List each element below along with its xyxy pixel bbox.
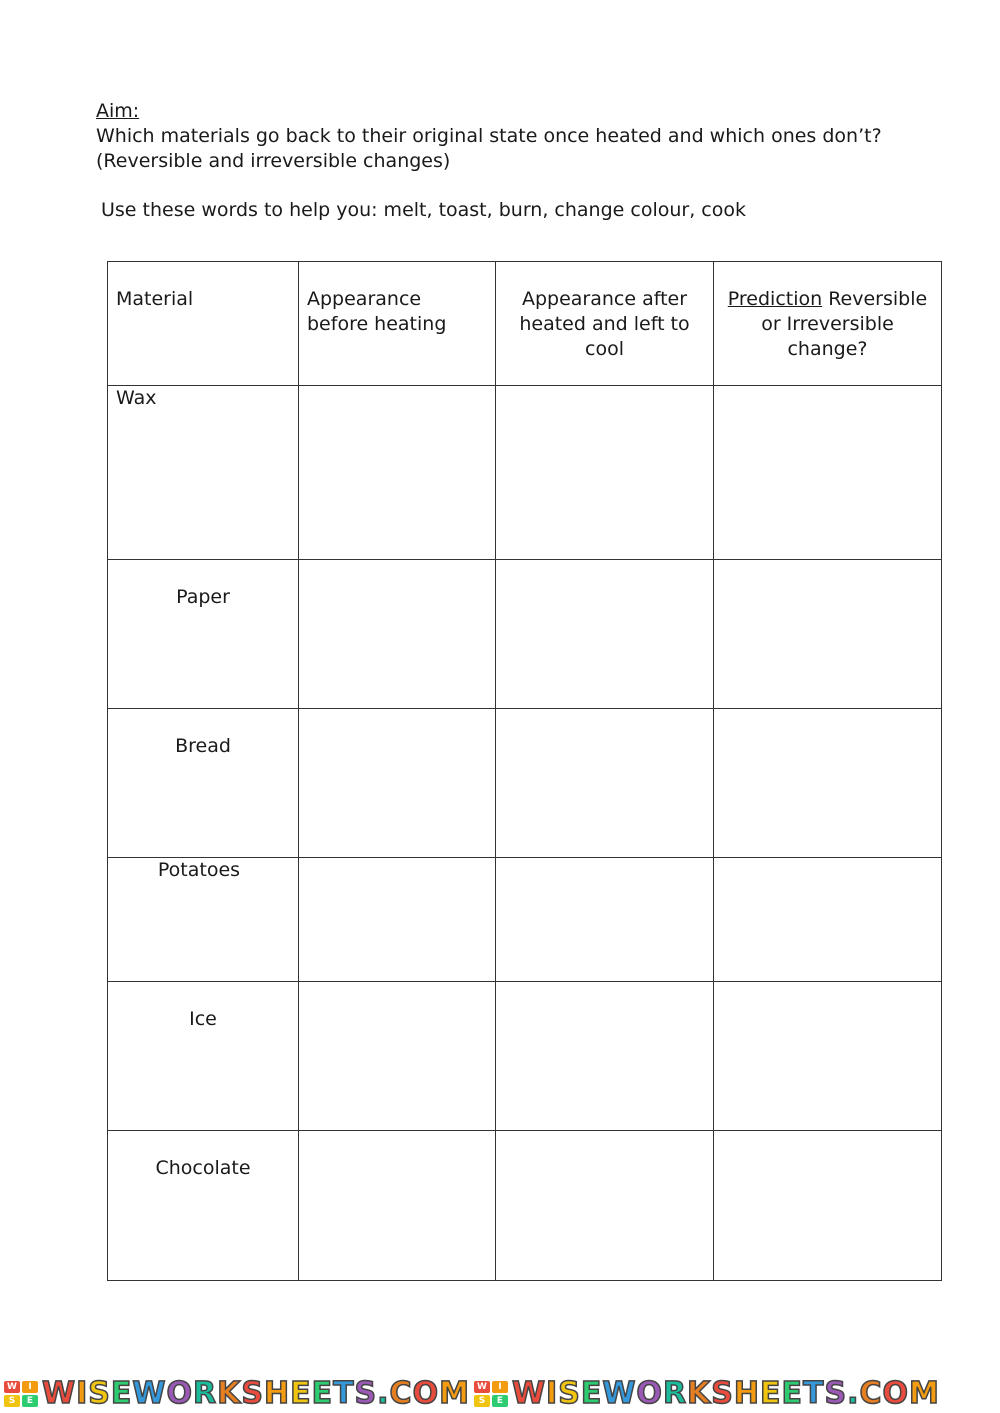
brand-letter: M [439,1376,470,1411]
prediction-cell[interactable] [714,858,942,982]
header-after: Appearance after heated and left to cool [496,262,714,386]
brand-letter: W [511,1376,547,1411]
brand-letter: R [662,1376,688,1411]
word-hint: Use these words to help you: melt, toast, burn, change colour, cook [101,199,746,221]
brand-text [512,1376,940,1411]
prediction-cell[interactable] [714,709,942,858]
brand-watermark-left [0,1374,470,1413]
table-header-row [108,262,942,386]
brand-letter: M [909,1376,940,1411]
logo-letter: E [22,1395,38,1407]
brand-letter: . [847,1376,860,1411]
brand-letter: T [803,1376,825,1411]
aim-label: Aim: [96,100,140,122]
brand-letter: E [580,1376,603,1411]
table-row [108,709,942,858]
brand-letter: E [110,1376,133,1411]
before-cell[interactable] [299,858,496,982]
table-row [108,560,942,709]
table-row [108,1131,942,1281]
prediction-cell[interactable] [714,982,942,1131]
logo-letter: W [4,1381,20,1393]
before-cell[interactable] [299,1131,496,1281]
brand-letter: S [711,1376,734,1411]
header-prediction-underlined: Prediction [727,288,823,310]
before-cell[interactable] [299,709,496,858]
brand-text [42,1376,470,1411]
logo-letter: I [22,1381,38,1393]
header-before: Appearance before heating [299,262,496,386]
brand-letter: S [88,1376,111,1411]
brand-letter: O [882,1376,910,1411]
after-cell[interactable] [496,982,714,1131]
brand-letter: I [76,1376,89,1411]
before-cell[interactable] [299,560,496,709]
prediction-cell[interactable] [714,560,942,709]
logo-letter: I [492,1381,508,1393]
brand-letter: E [760,1376,782,1411]
brand-letter: W [602,1376,637,1411]
header-prediction [714,262,942,386]
brand-letter: E [311,1376,334,1411]
header-prediction-rest: Reversible or Irreversible change? [761,288,928,360]
brand-letter: O [166,1376,193,1411]
logo-letter: E [492,1395,508,1407]
brand-letter: K [217,1376,242,1411]
after-cell[interactable] [496,858,714,982]
brand-letter: S [824,1376,848,1411]
material-cell: Bread [108,709,299,858]
wise-logo-icon [474,1381,508,1407]
brand-letter: O [636,1376,663,1411]
before-cell[interactable] [299,386,496,560]
after-cell[interactable] [496,709,714,858]
material-cell: Wax [108,386,299,560]
after-cell[interactable] [496,386,714,560]
brand-letter: C [859,1376,883,1411]
brand-letter: W [42,1376,77,1411]
brand-letter: . [377,1376,390,1411]
table-row [108,386,942,560]
aim-subtitle: (Reversible and irreversible changes) [96,150,451,172]
material-cell: Ice [108,982,299,1131]
material-cell: Potatoes [108,858,299,982]
footer-watermark [0,1374,1000,1413]
material-cell: Chocolate [108,1131,299,1281]
brand-letter: R [192,1376,218,1411]
brand-letter: E [781,1376,804,1411]
brand-letter: S [241,1376,264,1411]
logo-letter: S [474,1395,490,1407]
before-cell[interactable] [299,982,496,1131]
wise-logo-icon [4,1381,38,1407]
after-cell[interactable] [496,1131,714,1281]
material-cell: Paper [108,560,299,709]
header-material: Material [108,262,299,386]
logo-letter: W [474,1381,490,1393]
logo-letter: S [4,1395,20,1407]
after-cell[interactable] [496,560,714,709]
brand-letter: H [733,1376,761,1411]
aim-section [96,99,882,174]
table-row [108,982,942,1131]
brand-letter: H [263,1376,291,1411]
brand-letter: K [687,1376,712,1411]
brand-letter: C [389,1376,413,1411]
prediction-cell[interactable] [714,386,942,560]
brand-letter: I [546,1376,559,1411]
brand-letter: T [333,1376,355,1411]
brand-letter: E [290,1376,312,1411]
worksheet-table [107,261,942,1281]
brand-watermark-right [470,1374,940,1413]
aim-question: Which materials go back to their original state once heated and which ones don’t? [96,125,882,147]
brand-letter: S [354,1376,378,1411]
table-row [108,858,942,982]
brand-letter: W [132,1376,167,1411]
brand-letter: S [558,1376,581,1411]
brand-letter: O [412,1376,440,1411]
prediction-cell[interactable] [714,1131,942,1281]
